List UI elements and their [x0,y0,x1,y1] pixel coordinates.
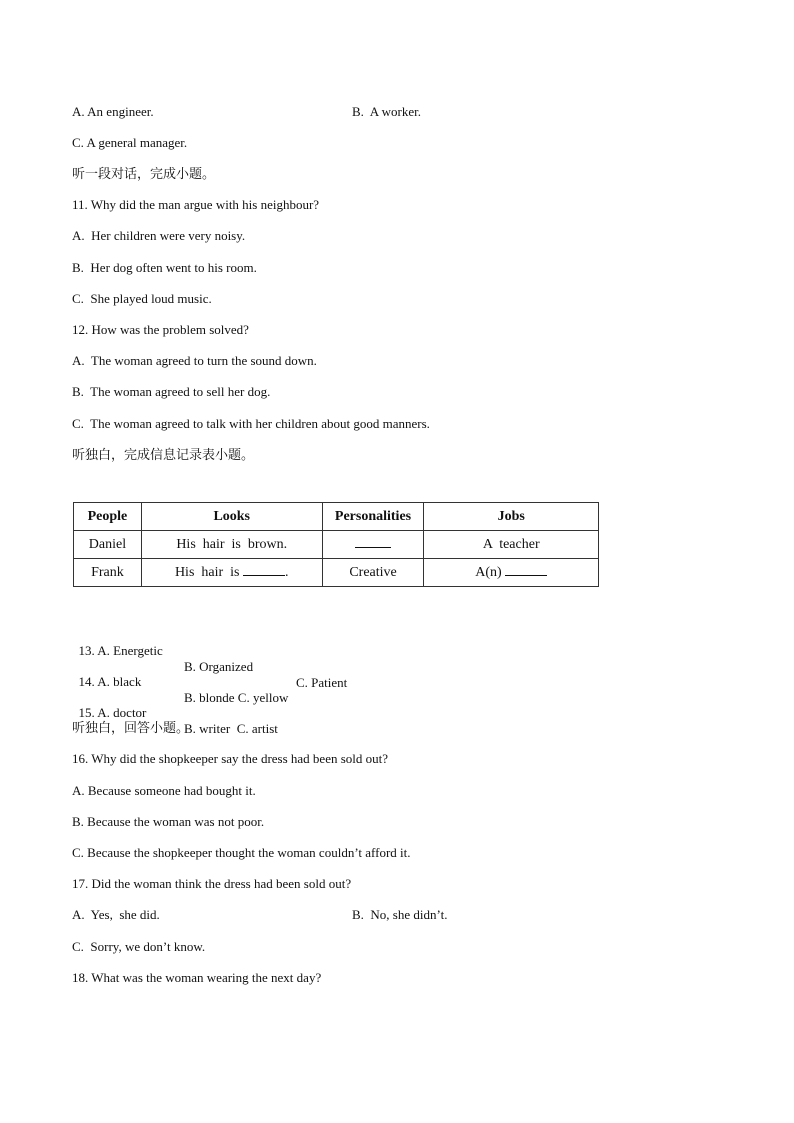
q17-question: 17. Did the woman think the dress had been sold out? [72,876,352,891]
q12-option-b: B. The woman agreed to sell her dog. [72,384,271,399]
q13-option-a: 13. A. Energetic [78,643,163,658]
cell-people: Frank [74,559,142,587]
q11-option-a: A. Her children were very noisy. [72,228,246,243]
answer-blank-13[interactable] [355,536,391,548]
answer-blank-15[interactable] [505,564,547,576]
looks-prefix: His hair is [174,565,240,580]
q16-option-c: C. Because the shopkeeper thought the woman couldn’t afford it. [72,845,411,860]
header-people: People [74,503,142,531]
monologue-answer-instruction: 听独白，回答小题。 [72,720,190,735]
q14-option-bc: B. blonde C. yellow [184,690,289,705]
cell-looks: His hair is brown. [141,531,322,559]
q16-question: 16. Why did the shopkeeper say the dress had been sold out? [72,751,389,766]
q17-option-c: C. Sorry, we don’t know. [72,939,206,954]
q11-option-c: C. She played loud music. [72,291,212,306]
q17-option-b: B. No, she didn’t. [352,907,448,922]
monologue-table-instruction: 听独白，完成信息记录表小题。 [72,447,255,462]
table-row [74,531,599,559]
looks-suffix: . [285,565,289,580]
q13-option-c: C. Patient [296,675,348,690]
header-jobs: Jobs [424,503,599,531]
cell-looks [141,559,322,587]
answer-blank-14[interactable] [243,564,285,576]
q10-option-b: B. A worker. [352,104,421,119]
q15-option-bc: B. writer C. artist [184,721,278,736]
cell-jobs: A teacher [424,531,599,559]
jobs-prefix: A(n) [475,565,502,580]
q18-question: 18. What was the woman wearing the next day? [72,970,322,985]
q12-option-c: C. The woman agreed to talk with her children about good manners. [72,416,430,431]
q11-question: 11. Why did the man argue with his neighbour? [72,197,320,212]
q13-option-b: B. Organized [184,659,254,674]
q12-question: 12. How was the problem solved? [72,322,249,337]
cell-people: Daniel [74,531,142,559]
q17-option-a: A. Yes, she did. [72,907,160,922]
table-row [74,559,599,587]
q16-option-a: A. Because someone had bought it. [72,783,256,798]
cell-personalities [322,531,424,559]
info-record-table [73,502,599,587]
header-personalities: Personalities [322,503,424,531]
q12-option-a: A. The woman agreed to turn the sound down. [72,353,317,368]
q14-option-a: 14. A. black [78,674,142,689]
q11-option-b: B. Her dog often went to his room. [72,260,257,275]
cell-jobs [424,559,599,587]
dialog-instruction: 听一段对话，完成小题。 [72,166,216,181]
header-looks: Looks [141,503,322,531]
q16-option-b: B. Because the woman was not poor. [72,814,265,829]
q10-option-c: C. A general manager. [72,135,188,150]
q15-option-a: 15. A. doctor [78,705,147,720]
q10-option-a: A. An engineer. [72,104,154,119]
table-header-row [74,503,599,531]
cell-personalities: Creative [322,559,424,587]
